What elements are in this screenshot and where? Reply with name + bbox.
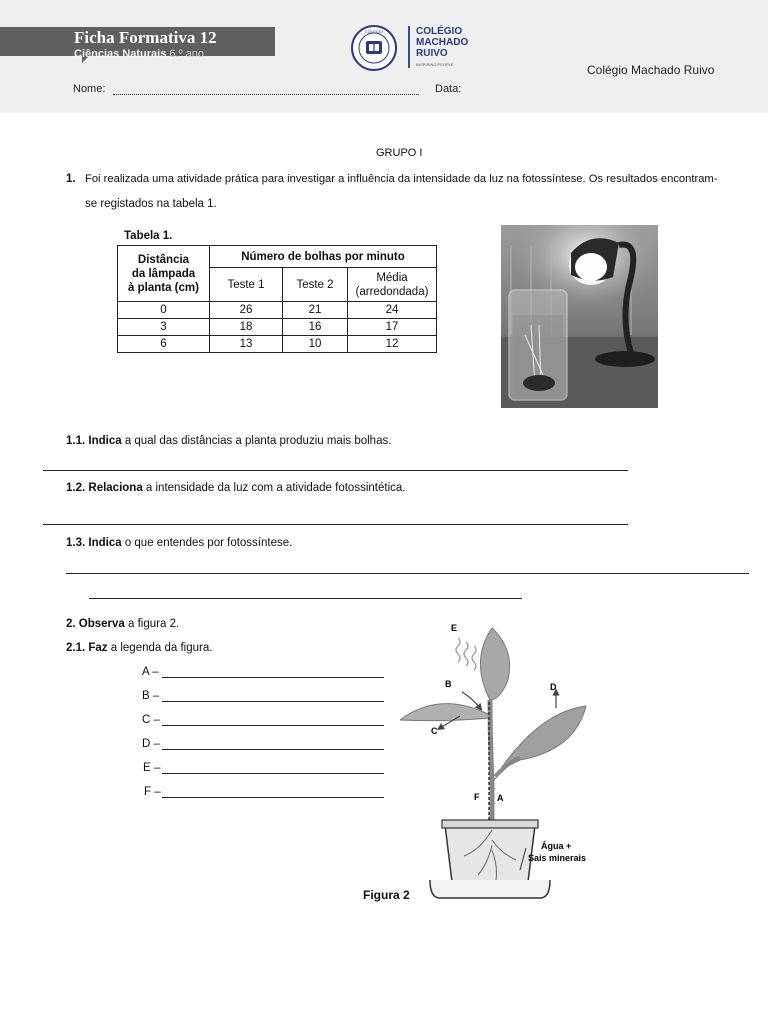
figure-water-label: Água + bbox=[541, 841, 572, 851]
question-1-2: 1.2. Relaciona a intensidade da luz com a atividade fotossintética. bbox=[66, 482, 406, 494]
table-row: 3 18 16 17 bbox=[118, 319, 437, 336]
legend-line-a[interactable] bbox=[162, 677, 384, 678]
header-test2: Teste 2 bbox=[283, 268, 348, 302]
legend-line-b[interactable] bbox=[162, 701, 384, 702]
header-test1: Teste 1 bbox=[210, 268, 283, 302]
figure-label-a: A bbox=[497, 793, 504, 803]
experiment-photo bbox=[501, 225, 658, 408]
question-2-1: 2.1. Faz a legenda da figura. bbox=[66, 642, 213, 654]
svg-text:COLÉGIO: COLÉGIO bbox=[364, 29, 384, 34]
table-row: 6 13 10 12 bbox=[118, 336, 437, 353]
legend-label-c: C – bbox=[142, 714, 160, 726]
table-caption: Tabela 1. bbox=[124, 230, 173, 242]
top-leaf bbox=[480, 628, 509, 700]
logo-divider bbox=[408, 26, 410, 68]
header-distance: Distância da lâmpada à planta (cm) bbox=[118, 246, 210, 302]
legend-label-d: D – bbox=[142, 738, 160, 750]
left-leaf bbox=[400, 704, 490, 721]
school-logo-text: COLÉGIO MACHADO RUIVO INSPIRING PEOPLE bbox=[416, 26, 469, 67]
table-row: 0 26 21 24 bbox=[118, 302, 437, 319]
stem bbox=[490, 700, 492, 830]
question-1-number: 1. bbox=[66, 173, 76, 185]
name-label: Nome: bbox=[73, 83, 106, 95]
legend-label-e: E – bbox=[143, 762, 161, 774]
figure-minerals-label: Sais minerais bbox=[528, 853, 587, 863]
legend-label-f: F – bbox=[144, 786, 161, 798]
legend-label-b: B – bbox=[142, 690, 160, 702]
question-1-text-cont: se registados na tabela 1. bbox=[85, 198, 217, 210]
worksheet-title: Ficha Formativa 12 bbox=[74, 28, 217, 47]
page-header bbox=[0, 0, 768, 113]
answer-line-1-3b[interactable] bbox=[89, 598, 522, 599]
question-1-1: 1.1. Indica a qual das distâncias a planta produziu mais bolhas. bbox=[66, 435, 392, 447]
name-field[interactable] bbox=[113, 94, 419, 95]
plant-diagram bbox=[400, 612, 600, 902]
worksheet-subject: Ciências Naturais 6.º ano bbox=[74, 48, 204, 57]
group-title: GRUPO I bbox=[376, 147, 423, 159]
light-rays-icon bbox=[456, 638, 460, 662]
question-1-text: Foi realizada uma atividade prática para investigar a influência da intensidade da luz na fotossíntese. Os resultados encontram- bbox=[85, 173, 718, 185]
answer-line-1-2[interactable] bbox=[43, 524, 628, 525]
figure-label-f: F bbox=[474, 792, 480, 802]
school-name: Colégio Machado Ruivo bbox=[587, 63, 715, 77]
header-bubbles: Número de bolhas por minuto bbox=[210, 246, 437, 268]
legend-line-c[interactable] bbox=[162, 725, 384, 726]
answer-line-1-1[interactable] bbox=[43, 470, 628, 471]
answer-line-1-3a[interactable] bbox=[66, 573, 749, 574]
date-label: Data: bbox=[435, 83, 462, 95]
legend-label-a: A – bbox=[142, 666, 159, 678]
figure-label-d: D bbox=[550, 682, 557, 692]
legend-line-d[interactable] bbox=[162, 749, 384, 750]
figure-label-c: C bbox=[431, 726, 438, 736]
legend-line-f[interactable] bbox=[162, 797, 384, 798]
question-2: 2. Observa a figura 2. bbox=[66, 618, 180, 630]
header-average: Média (arredondada) bbox=[348, 268, 437, 302]
pot-saucer bbox=[430, 880, 550, 898]
results-table bbox=[117, 245, 437, 353]
question-1-3: 1.3. Indica o que entendes por fotossíntese. bbox=[66, 537, 293, 549]
figure-caption: Figura 2 bbox=[363, 888, 410, 902]
figure-label-e: E bbox=[451, 623, 458, 633]
legend-line-e[interactable] bbox=[162, 773, 384, 774]
school-seal-icon bbox=[350, 24, 398, 72]
figure-label-b: B bbox=[445, 679, 452, 689]
